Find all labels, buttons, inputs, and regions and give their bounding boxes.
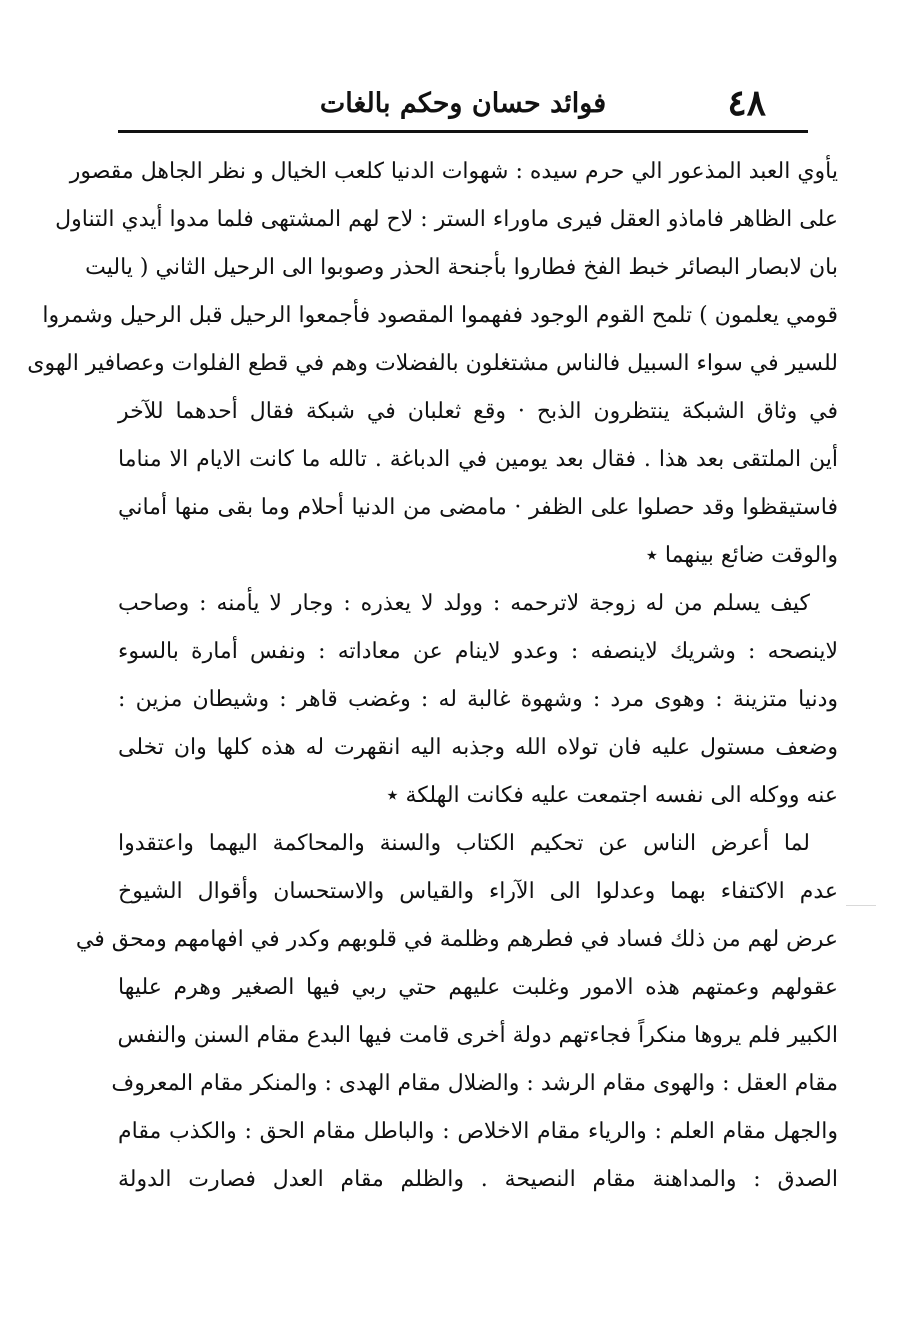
text-line: عرض لهم من ذلك فساد في فطرهم وظلمة في قلوبهم وكدر في افهامهم ومحق في <box>75 927 838 952</box>
text-line: عنه ووكله الى نفسه اجتمعت عليه فكانت الهلكة ٭ <box>386 783 838 808</box>
text-line: مقام العقل : والهوى مقام الرشد : والضلال مقام الهدى : والمنكر مقام المعروف <box>111 1071 838 1096</box>
text-line: على الظاهر فاماذو العقل فيرى ماوراء الستر : لاح لهم المشتهى فلما مدوا أيدي التناول <box>55 207 838 232</box>
text-line: في وثاق الشبكة ينتظرون الذبح · وقع ثعلبان في شبكة فقال أحدهما للآخر <box>118 399 838 424</box>
text-line: كيف يسلم من له زوجة لاترحمه : وولد لا يعذره : وجار لا يأمنه : وصاحب <box>118 591 810 616</box>
scan-mark <box>846 905 876 906</box>
text-line: والجهل مقام العلم : والرياء مقام الاخلاص : والباطل مقام الحق : والكذب مقام <box>118 1119 838 1144</box>
body-text <box>27 148 838 1204</box>
header-rule <box>118 130 808 133</box>
text-line: عقولهم وعمتهم هذه الامور وغلبت عليهم حتي ربي فيها الصغير وهرم عليها <box>118 975 838 1000</box>
text-line: للسير في سواء السبيل فالناس مشتغلون بالفضلات وهم في قطع الفلوات وعصافير الهوى <box>27 351 838 376</box>
text-line: فاستيقظوا وقد حصلوا على الظفر · مامضى من الدنيا أحلام وما بقى منها أماني <box>118 495 838 520</box>
text-line: ودنيا متزينة : وهوى مرد : وشهوة غالبة له : وغضب قاهر : وشيطان مزين : <box>118 687 838 712</box>
text-line: يأوي العبد المذعور الي حرم سيده : شهوات الدنيا كلعب الخيال و نظر الجاهل مقصور <box>69 159 838 184</box>
text-line: الصدق : والمداهنة مقام النصيحة . والظلم مقام العدل فصارت الدولة <box>118 1167 838 1192</box>
text-line: بان لابصار البصائر خبط الفخ فطاروا بأجنحة الحذر وصوبوا الى الرحيل الثاني ( ياليت <box>85 255 838 280</box>
text-line: عدم الاكتفاء بهما وعدلوا الى الآراء والقياس والاستحسان وأقوال الشيوخ <box>118 879 838 904</box>
running-title: فوائد حسان وحكم بالغات <box>319 88 607 119</box>
text-line: وضعف مستول عليه فان تولاه الله وجذبه اليه انقهرت له هذه كلها وان تخلى <box>118 735 838 760</box>
page-number: ٤٨ <box>727 82 766 124</box>
text-line: لما أعرض الناس عن تحكيم الكتاب والسنة والمحاكمة اليهما واعتقدوا <box>118 831 810 856</box>
text-line: أين الملتقى بعد هذا . فقال بعد يومين في الدباغة . تالله ما كانت الايام الا مناما <box>118 447 838 472</box>
text-line: لاينصحه : وشريك لاينصفه : وعدو لاينام عن معاداته : ونفس أمارة بالسوء <box>118 639 838 664</box>
text-line: الكبير فلم يروها منكراً فجاءتهم دولة أخرى قامت فيها البدع مقام السنن والنفس <box>117 1023 838 1048</box>
page-header <box>118 78 808 128</box>
text-line: والوقت ضائع بينهما ٭ <box>645 543 838 568</box>
text-line: قومي يعلمون ) تلمح القوم الوجود ففهموا المقصود فأجمعوا الرحيل قبل الرحيل وشمروا <box>42 303 838 328</box>
